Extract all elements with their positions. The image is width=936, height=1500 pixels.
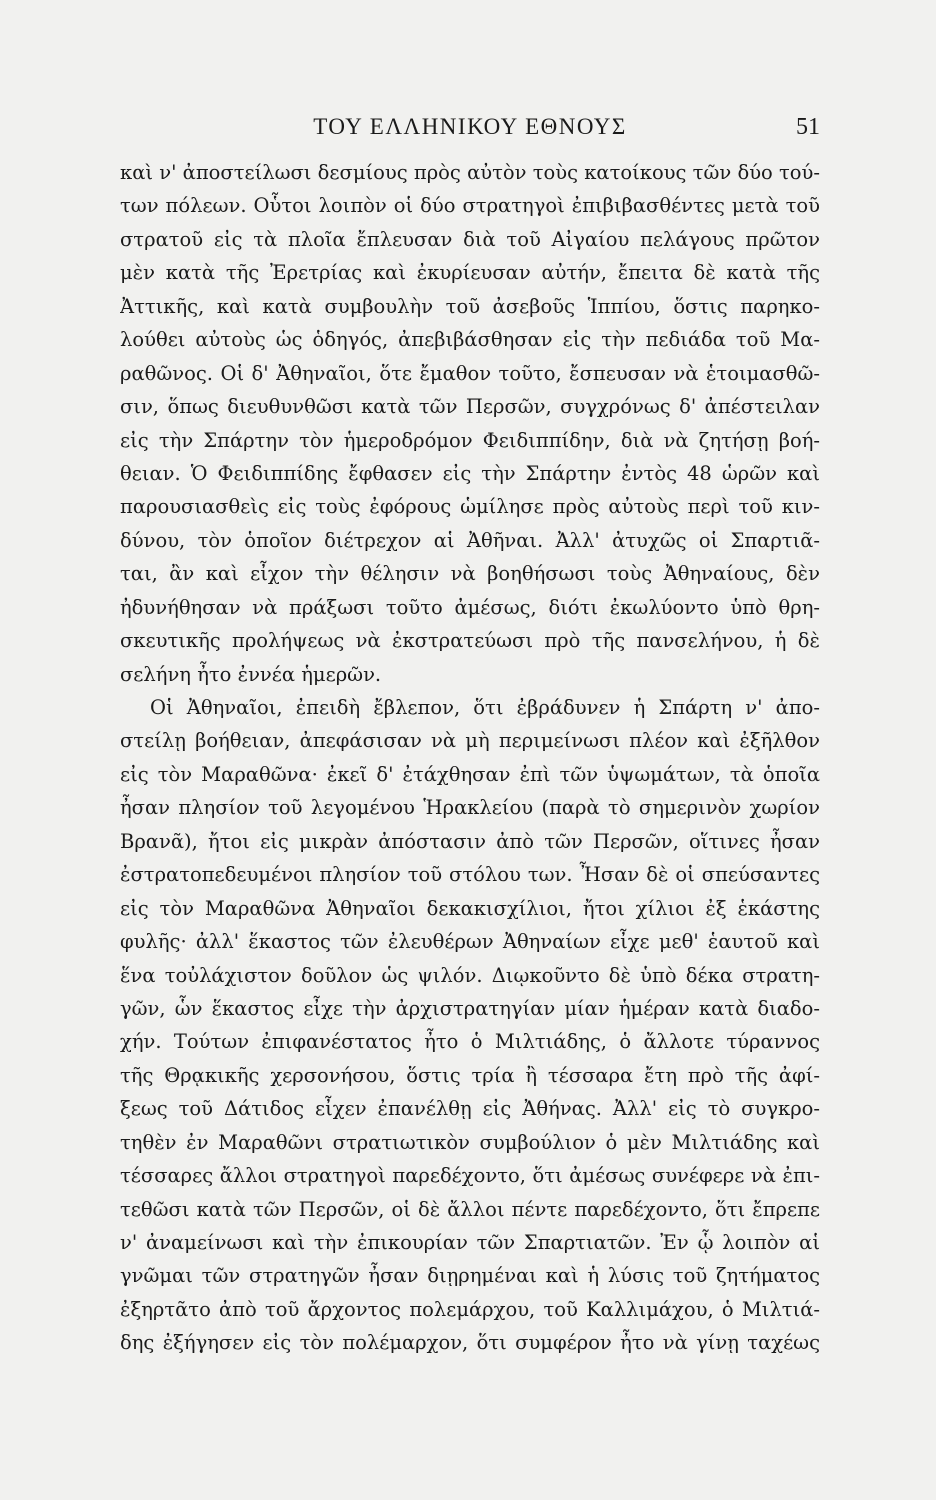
page-header: [120, 110, 820, 150]
text-line: Οἱ Ἀθηναῖοι, ἐπειδὴ ἔβλεπον, ὅτι ἐβράδυνεν ἡ Σπάρτη ν' ἀπο-: [150, 696, 820, 719]
text-line: σελήνη ἦτο ἐννέα ἡμερῶν.: [120, 662, 382, 686]
text-line: ξεως τοῦ Δάτιδος εἶχεν ἐπανέλθῃ εἰς Ἀθήνας. Ἀλλ' εἰς τὸ συγκρο-: [120, 1097, 820, 1121]
text-line: στρατοῦ εἰς τὰ πλοῖα ἔπλευσαν διὰ τοῦ Αἰγαίου πελάγους πρῶτον: [120, 227, 820, 251]
text-line: ραθῶνος. Οἱ δ' Ἀθηναῖοι, ὅτε ἔμαθον τοῦτο, ἔσπευσαν νὰ ἑτοιμασθῶ-: [120, 361, 820, 385]
text-line: Ἀττικῆς, καὶ κατὰ συμβουλὴν τοῦ ἀσεβοῦς Ἱππίου, ὅστις παρηκο-: [120, 294, 820, 318]
text-line: λούθει αὐτοὺς ὡς ὁδηγός, ἀπεβιβάσθησαν εἰς τὴν πεδιάδα τοῦ Μα-: [120, 328, 820, 352]
text-line: ἐξηρτᾶτο ἀπὸ τοῦ ἄρχοντος πολεμάρχου, τοῦ Καλλιμάχου, ὁ Μιλτιά-: [120, 1297, 820, 1321]
text-line: τηθὲν ἐν Μαραθῶνι στρατιωτικὸν συμβούλιον ὁ μὲν Μιλτιάδης καὶ: [120, 1130, 820, 1154]
text-line: θειαν. Ὁ Φειδιππίδης ἔφθασεν εἰς τὴν Σπάρτην ἐντὸς 48 ὡρῶν καὶ: [120, 461, 820, 485]
text-line: ται, ἂν καὶ εἶχον τὴν θέλησιν νὰ βοηθήσωσι τοὺς Ἀθηναίους, δὲν: [120, 562, 820, 586]
text-line: εἰς τὴν Σπάρτην τὸν ἡμεροδρόμον Φειδιππίδην, διὰ νὰ ζητήσῃ βοή-: [120, 428, 820, 452]
text-line: ἕνα τοὐλάχιστον δοῦλον ὡς ψιλόν. Διῳκοῦντο δὲ ὑπὸ δέκα στρατη-: [120, 963, 820, 987]
text-line: τέσσαρες ἄλλοι στρατηγοὶ παρεδέχοντο, ὅτι ἀμέσως συνέφερε νὰ ἐπι-: [120, 1164, 820, 1188]
text-line: ἠδυνήθησαν νὰ πράξωσι τοῦτο ἀμέσως, διότι ἐκωλύοντο ὑπὸ θρη-: [120, 595, 820, 619]
text-line: ἐστρατοπεδευμένοι πλησίον τοῦ στόλου των. Ἦσαν δὲ οἱ σπεύσαντες: [120, 863, 820, 887]
text-line: γνῶμαι τῶν στρατηγῶν ἦσαν διῃρημέναι καὶ ἡ λύσις τοῦ ζητήματος: [120, 1264, 820, 1288]
text-line: τῆς Θρᾳκικῆς χερσονήσου, ὅστις τρία ἢ τέσσαρα ἔτη πρὸ τῆς ἀφί-: [120, 1063, 820, 1087]
text-line: τεθῶσι κατὰ τῶν Περσῶν, οἱ δὲ ἄλλοι πέντε παρεδέχοντο, ὅτι ἔπρεπε: [120, 1197, 820, 1221]
text-line: δύνου, τὸν ὁποῖον διέτρεχον αἱ Ἀθῆναι. Ἀλλ' ἀτυχῶς οἱ Σπαρτιᾶ-: [120, 528, 820, 552]
text-line: χήν. Τούτων ἐπιφανέστατος ἦτο ὁ Μιλτιάδης, ὁ ἄλλοτε τύραννος: [120, 1030, 820, 1054]
text-line: στείλῃ βοήθειαν, ἀπεφάσισαν νὰ μὴ περιμείνωσι πλέον καὶ ἐξῆλθον: [120, 729, 820, 753]
text-line: των πόλεων. Οὗτοι λοιπὸν οἱ δύο στρατηγοὶ ἐπιβιβασθέντες μετὰ τοῦ: [120, 194, 820, 218]
text-line: εἰς τὸν Μαραθῶνα· ἐκεῖ δ' ἐτάχθησαν ἐπὶ τῶν ὑψωμάτων, τὰ ὁποῖα: [120, 762, 820, 786]
text-line: σιν, ὅπως διευθυνθῶσι κατὰ τῶν Περσῶν, συγχρόνως δ' ἀπέστειλαν: [120, 395, 820, 419]
text-line: μὲν κατὰ τῆς Ἐρετρίας καὶ ἐκυρίευσαν αὐτήν, ἔπειτα δὲ κατὰ τῆς: [120, 261, 820, 285]
text-line: ν' ἀναμείνωσι καὶ τὴν ἐπικουρίαν τῶν Σπαρτιατῶν. Ἐν ᾧ λοιπὸν αἱ: [120, 1231, 820, 1254]
text-line: ἦσαν πλησίον τοῦ λεγομένου Ἡρακλείου (παρὰ τὸ σημερινὸν χωρίον: [120, 796, 820, 820]
body-text: [120, 156, 820, 1360]
text-line: εἰς τὸν Μαραθῶνα Ἀθηναῖοι δεκακισχίλιοι, ἤτοι χίλιοι ἐξ ἑκάστης: [120, 896, 820, 920]
text-line: σκευτικῆς προλήψεως νὰ ἐκστρατεύωσι πρὸ τῆς πανσελήνου, ἡ δὲ: [120, 629, 820, 653]
text-line: Βρανᾶ), ἤτοι εἰς μικρὰν ἀπόστασιν ἀπὸ τῶν Περσῶν, οἵτινες ἦσαν: [120, 829, 820, 853]
text-line: καὶ ν' ἀποστείλωσι δεσμίους πρὸς αὐτὸν τοὺς κατοίκους τῶν δύο τού-: [120, 161, 820, 184]
page-number: 51: [796, 114, 820, 140]
text-line: φυλῆς· ἀλλ' ἕκαστος τῶν ἐλευθέρων Ἀθηναίων εἶχε μεθ' ἑαυτοῦ καὶ: [120, 930, 820, 954]
text-line: παρουσιασθεὶς εἰς τοὺς ἐφόρους ὡμίλησε πρὸς αὐτοὺς περὶ τοῦ κιν-: [120, 495, 820, 519]
text-line: δης ἐξήγησεν εἰς τὸν πολέμαρχον, ὅτι συμφέρον ἦτο νὰ γίνῃ ταχέως: [120, 1331, 820, 1355]
text-line: γῶν, ὧν ἕκαστος εἶχε τὴν ἀρχιστρατηγίαν μίαν ἡμέραν κατὰ διαδο-: [120, 996, 820, 1020]
running-title: ΤΟΥ ΕΛΛΗΝΙΚΟΥ ΕΘΝΟΥΣ: [313, 114, 627, 139]
